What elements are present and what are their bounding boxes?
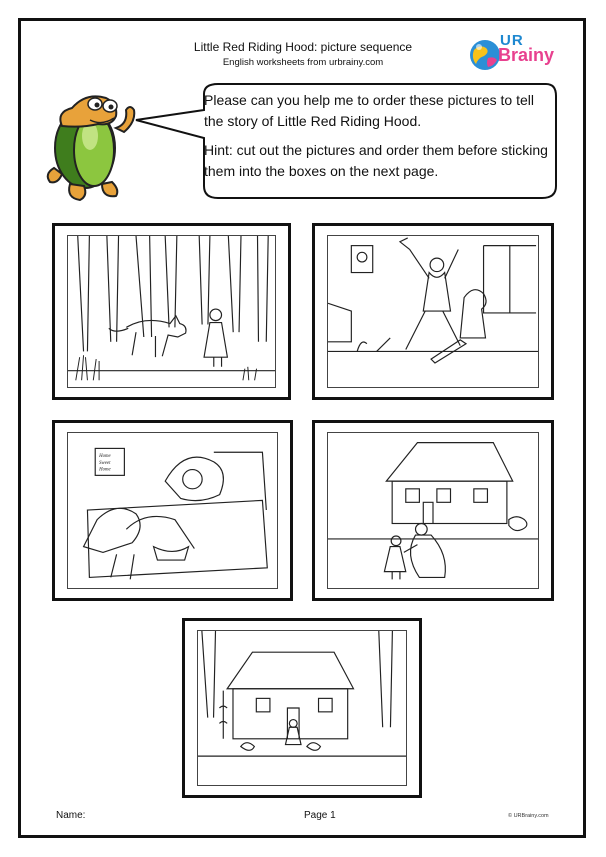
instruction-text: Please can you help me to order these pictures to tell the story of Little Red Riding Hood. [204,92,534,129]
picture-card-cottage-farewell[interactable] [312,420,554,601]
woodcutter-wolf-scene [328,236,538,387]
logo-text-brainy: Brainy [498,45,555,65]
home-sign-line-3: Home [99,467,111,473]
cottage-farewell-scene [328,433,538,588]
picture-card-woodcutter[interactable] [312,223,554,400]
picture-card-forest[interactable] [52,223,291,400]
home-sign-line-2: Sweet [99,460,111,466]
picture-card-bedroom[interactable] [52,420,293,601]
speech-bubble-text [204,90,549,190]
hint-text: Hint: cut out the pictures and order them before sticking them into the boxes on the next page. [204,142,548,179]
wolf-in-bed-scene [68,433,277,588]
globe-icon [468,38,502,72]
worksheet-title: Little Red Riding Hood: picture sequence [193,40,413,54]
logo-text-ur: UR [500,32,524,49]
forest-wolf-scene [68,236,275,387]
worksheet-subtitle: English worksheets from urbrainy.com [222,57,384,68]
copyright-text: © URBrainy.com [508,813,549,819]
name-label: Name: [56,810,86,821]
urbrainy-logo [468,34,568,74]
picture-card-grandma-cottage[interactable] [182,618,422,798]
page-number: Page 1 [304,810,336,821]
grandma-cottage-scene [198,631,406,785]
home-sign-line-1: Home [99,454,111,460]
